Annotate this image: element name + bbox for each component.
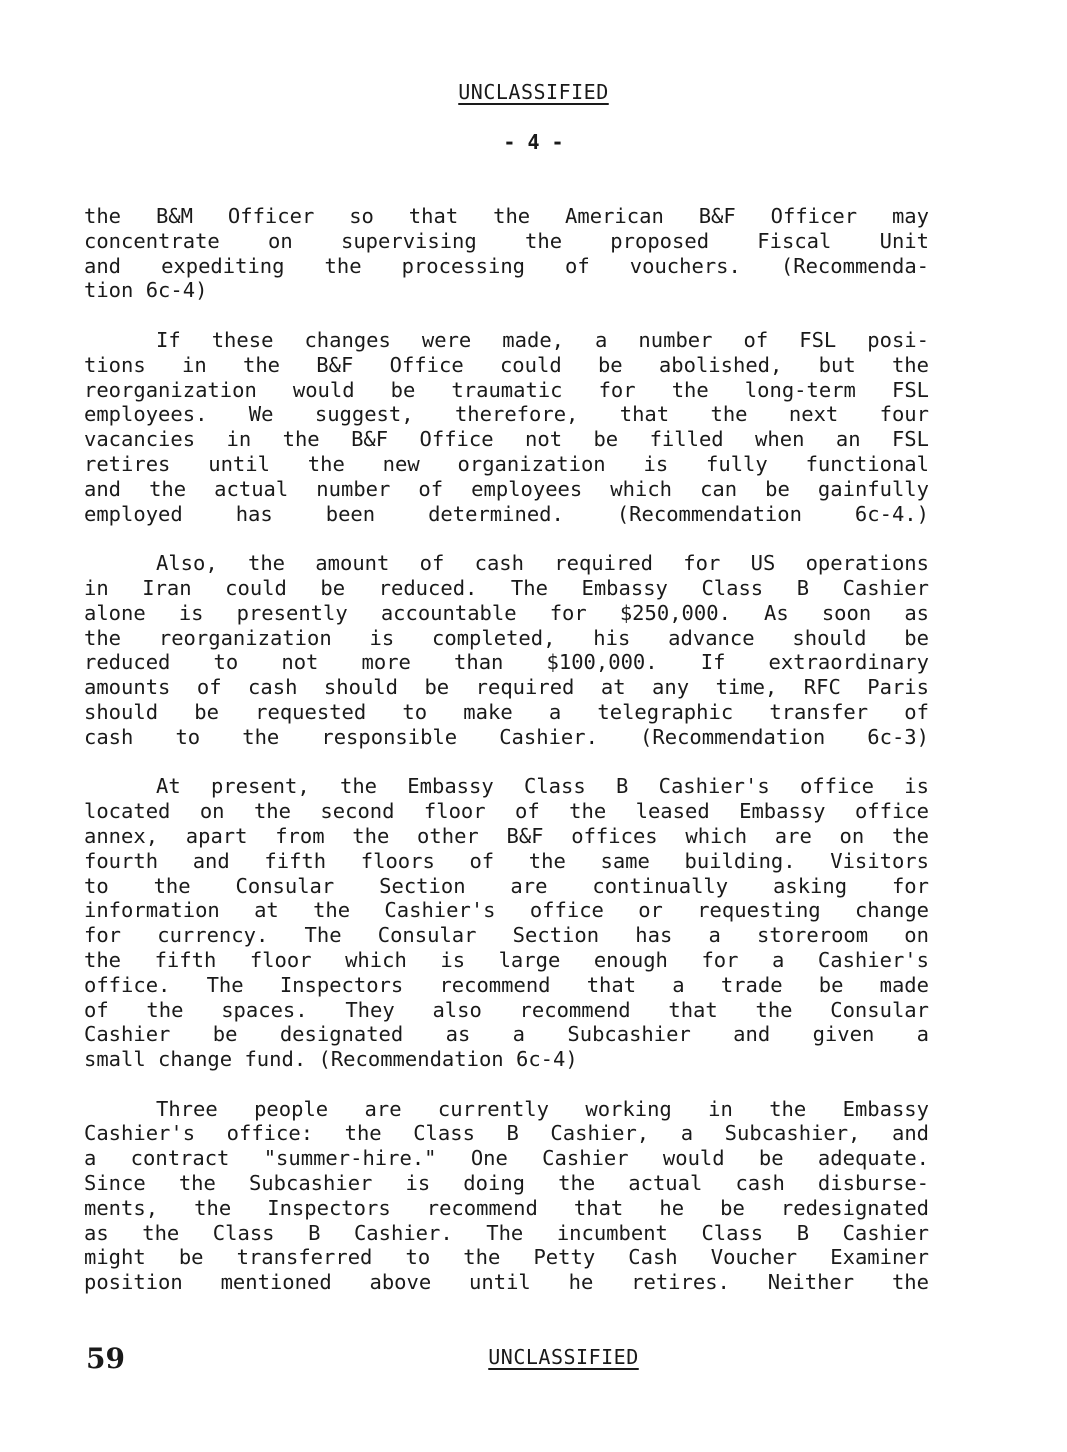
text-line: might be transferred to the Petty Cash Voucher Examiner [84, 1245, 929, 1270]
text-line: office. The Inspectors recommend that a trade be made [84, 972, 929, 997]
text-line: the fifth floor which is large enough for a Cashier's [84, 947, 929, 972]
text-line: annex, apart from the other B&F offices which are on the [84, 823, 929, 848]
text-line: located on the second floor of the leased Embassy office [84, 799, 929, 824]
page-marker: - 4 - [503, 130, 564, 154]
text-line: Cashier be designated as a Subcashier and given a [84, 1022, 929, 1047]
text-line: retires until the new organization is fully functional [84, 451, 929, 476]
text-line: of the spaces. They also recommend that the Consular [84, 997, 929, 1022]
text-line: for currency. The Consular Section has a storeroom on [84, 923, 929, 948]
paragraph-2 [84, 328, 929, 526]
text-line: small change fund. (Recommendation 6c-4) [84, 1047, 578, 1072]
text-line: employed has been determined. (Recommendation 6c-4.) [84, 501, 929, 526]
text-line: Three people are currently working in the Embassy [156, 1096, 929, 1121]
text-line: Also, the amount of cash required for US operations [156, 551, 929, 576]
text-line: as the Class B Cashier. The incumbent Class B Cashier [84, 1220, 929, 1245]
body-text [84, 204, 929, 1320]
text-line: amounts of cash should be required at any time, RFC Paris [84, 675, 929, 700]
text-line: At present, the Embassy Class B Cashier's office is [156, 774, 929, 799]
text-line: position mentioned above until he retires. Neither the [84, 1270, 929, 1295]
text-line: alone is presently accountable for $250,000. As soon as [84, 600, 929, 625]
classification-footer-text: UNCLASSIFIED [488, 1345, 639, 1369]
text-line: concentrate on supervising the proposed Fiscal Unit [84, 228, 929, 253]
text-line: a contract "summer-hire." One Cashier would be adequate. [84, 1146, 929, 1171]
classification-header-text: UNCLASSIFIED [458, 80, 609, 104]
text-line: and expediting the processing of vouchers. (Recommenda- [84, 253, 929, 278]
text-line: in Iran could be reduced. The Embassy Class B Cashier [84, 575, 929, 600]
text-line: tions in the B&F Office could be abolished, but the [84, 352, 929, 377]
text-line: fourth and fifth floors of the same building. Visitors [84, 848, 929, 873]
text-line: and the actual number of employees which can be gainfully [84, 476, 929, 501]
text-line: If these changes were made, a number of FSL posi- [156, 327, 929, 352]
document-number: 59 [86, 1342, 125, 1375]
text-line: Since the Subcashier is doing the actual cash disburse- [84, 1171, 929, 1196]
text-line: vacancies in the B&F Office not be filled when an FSL [84, 427, 929, 452]
text-line: cash to the responsible Cashier. (Recommendation 6c-3) [84, 724, 929, 749]
text-line: the reorganization is completed, his advance should be [84, 625, 929, 650]
text-line: ments, the Inspectors recommend that he be redesignated [84, 1195, 929, 1220]
paragraph-1 [84, 204, 929, 303]
classification-header [0, 80, 1067, 104]
text-line: the B&M Officer so that the American B&F Officer may [84, 204, 929, 228]
paragraph-4 [84, 774, 929, 1072]
text-line: reorganization would be traumatic for the long-term FSL [84, 377, 929, 402]
paragraph-3 [84, 551, 929, 749]
paragraph-5 [84, 1097, 929, 1295]
text-line: Cashier's office: the Class B Cashier, a Subcashier, and [84, 1121, 929, 1146]
text-line: information at the Cashier's office or requesting change [84, 898, 929, 923]
classification-footer [30, 1345, 1067, 1369]
text-line: should be requested to make a telegraphic transfer of [84, 699, 929, 724]
text-line: tion 6c-4) [84, 278, 208, 303]
text-line: to the Consular Section are continually asking for [84, 873, 929, 898]
text-line: reduced to not more than $100,000. If extraordinary [84, 650, 929, 675]
text-line: employees. We suggest, therefore, that the next four [84, 402, 929, 427]
